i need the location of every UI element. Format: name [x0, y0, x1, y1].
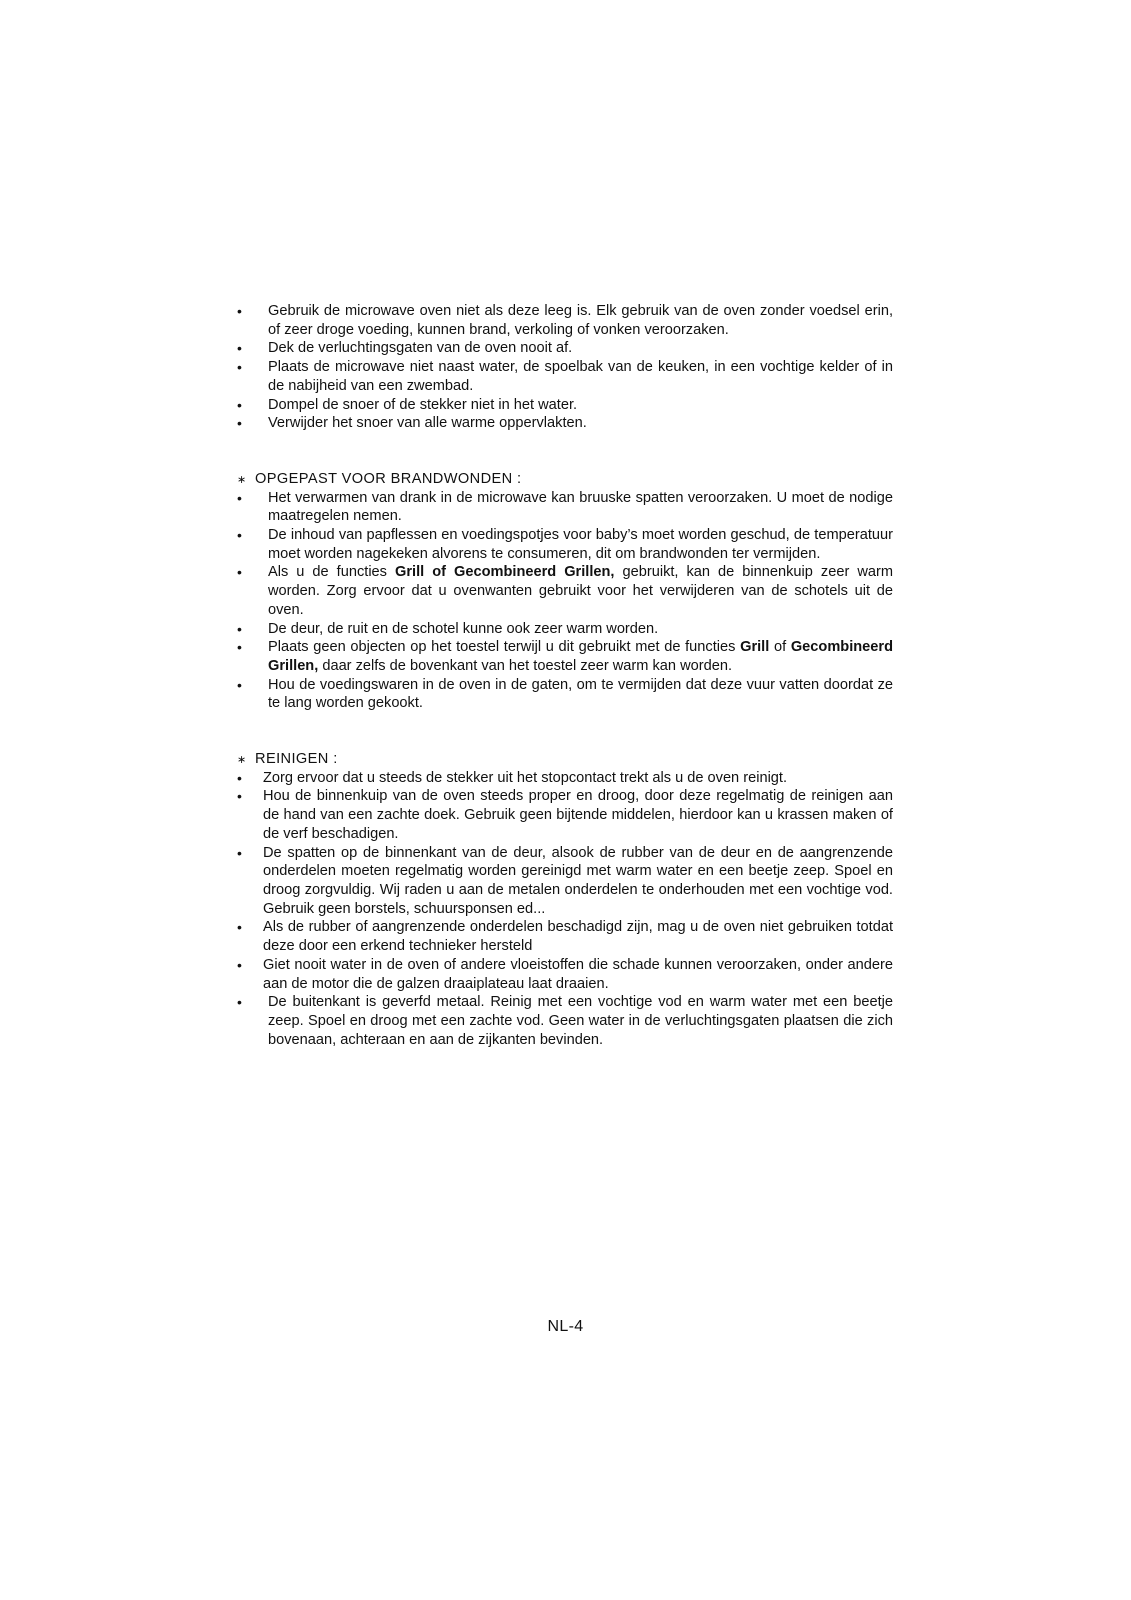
list-item: • De inhoud van papflessen en voedingspotjes voor baby’s moet worden geschud, de temperatuur moet worden nagekeken alvorens te consumeren, dit om brandwonden ter vermijden.: [237, 526, 893, 563]
safety-list: [237, 302, 893, 433]
document-body: [237, 302, 893, 1049]
list-item: • Dek de verluchtingsgaten van de oven nooit af.: [237, 339, 893, 358]
list-item: • Plaats geen objecten op het toestel terwijl u dit gebruikt met de functies Grill of Gecombineerd Grillen, daar zelfs de bovenkant van het toestel zeer warm kan worden.: [237, 638, 893, 675]
list-item: • Verwijder het snoer van alle warme oppervlakten.: [237, 414, 893, 433]
heading-text: REINIGEN :: [255, 751, 338, 768]
bold-text: Grill of Gecombineerd Grillen,: [395, 564, 615, 581]
list-item: • Als u de functies Grill of Gecombineerd Grillen, gebruikt, kan de binnenkuip zeer warm worden. Zorg ervoor dat u ovenwanten gebruikt voor het verwijderen van de schotels uit de oven.: [237, 563, 893, 619]
burns-list: [237, 489, 893, 713]
heading-text: OPGEPAST VOOR BRANDWONDEN :: [255, 470, 522, 487]
page-number: NL-4: [547, 1318, 584, 1335]
list-item: • Zorg ervoor dat u steeds de stekker uit het stopcontact trekt als u de oven reinigt.: [237, 769, 893, 788]
list-item: • De deur, de ruit en de schotel kunne ook zeer warm worden.: [237, 620, 893, 639]
burns-heading: [237, 470, 893, 489]
list-item: • Giet nooit water in de oven of andere vloeistoffen die schade kunnen veroorzaken, onder andere aan de motor die de galzen draaiplateau laat draaien.: [237, 956, 893, 993]
list-item: • Als de rubber of aangrenzende onderdelen beschadigd zijn, mag u de oven niet gebruiken totdat deze door een erkend technieker hersteld: [237, 918, 893, 955]
cleaning-heading: [237, 750, 893, 769]
bold-text: Grill: [740, 639, 770, 656]
list-item: • Dompel de snoer of de stekker niet in het water.: [237, 396, 893, 415]
list-item: • Hou de voedingswaren in de oven in de gaten, om te vermijden dat deze vuur vatten doordat ze te lang worden gekookt.: [237, 676, 893, 713]
list-item: • Hou de binnenkuip van de oven steeds proper en droog, door deze regelmatig de reinigen aan de hand van een zachte doek. Gebruik geen bijtende middelen, hierdoor kan u krassen maken of de verf beschadigen.: [237, 787, 893, 843]
list-item: • Het verwarmen van drank in de microwave kan bruuske spatten veroorzaken. U moet de nodige maatregelen nemen.: [237, 489, 893, 526]
list-item: • De spatten op de binnenkant van de deur, alsook de rubber van de deur en de aangrenzende onderdelen moeten regelmatig worden gereinigd met warm water en een beetje zeep. Spoel en droog zorgvuldig. Wij raden u aan de metalen onderdelen te onderhouden met een vochtige vod. Gebruik geen borstels, schuursponsen ed...: [237, 844, 893, 919]
list-item: • Gebruik de microwave oven niet als deze leeg is. Elk gebruik van de oven zonder voedsel erin, of zeer droge voeding, kunnen brand, verkoling of vonken veroorzaken.: [237, 302, 893, 339]
cleaning-list: [237, 769, 893, 1050]
list-item: • De buitenkant is geverfd metaal. Reinig met een vochtige vod en warm water met een beetje zeep. Spoel en droog met een zachte vod. Geen water in de verluchtingsgaten plaatsen die zich bovenaan, achteraan en aan de zijkanten bevinden.: [237, 993, 893, 1049]
asterisk-icon: ∗: [237, 473, 247, 486]
asterisk-icon: ∗: [237, 754, 247, 767]
list-item: • Plaats de microwave niet naast water, de spoelbak van de keuken, in een vochtige kelder of in de nabijheid van een zwembad.: [237, 358, 893, 395]
bold-text: Gecombineerd Grillen,: [268, 639, 894, 674]
